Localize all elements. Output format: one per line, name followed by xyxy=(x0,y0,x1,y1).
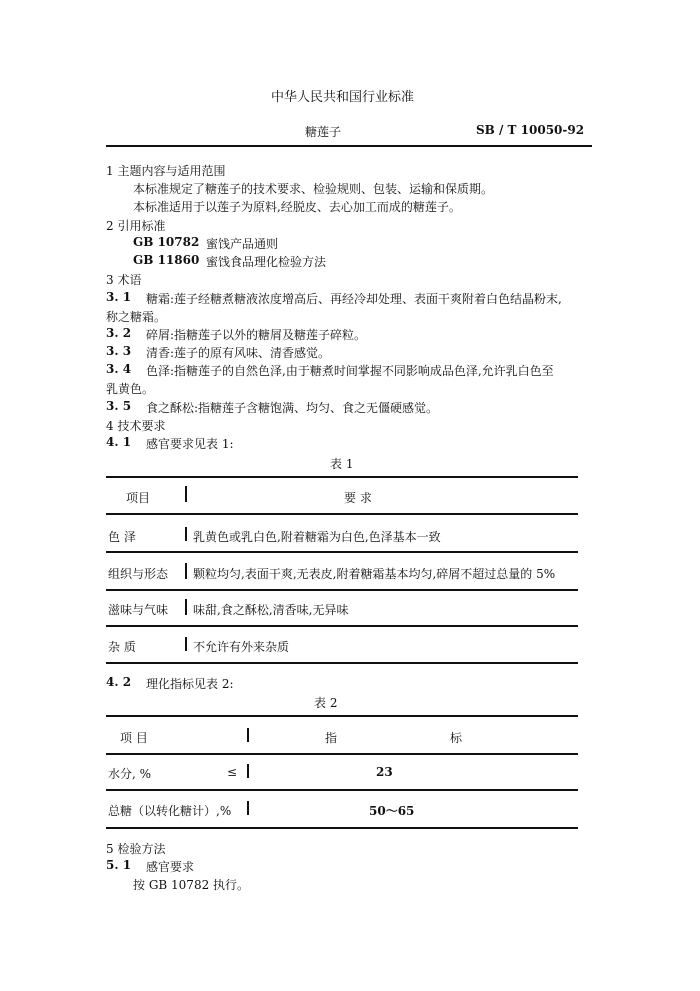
table-rule xyxy=(106,753,578,755)
section-5-para: 按 GB 10782 执行。 xyxy=(133,878,250,892)
table-1-caption: 表 1 xyxy=(330,457,354,471)
section-4-heading: 4 技术要求 xyxy=(106,419,166,433)
reference-code: GB 10782 xyxy=(133,235,200,249)
reference-code: GB 11860 xyxy=(133,253,200,267)
table-cell-value: 23 xyxy=(376,765,393,779)
table-cell-item: 总糖（以转化糖计）,% xyxy=(108,804,232,818)
column-divider xyxy=(185,527,187,541)
table-cell-requirement: 不允许有外来杂质 xyxy=(193,640,290,654)
table-cell-requirement: 味甜,食之酥松,清香味,无异味 xyxy=(193,603,349,617)
standard-org-title: 中华人民共和国行业标准 xyxy=(271,90,415,105)
section-2-heading: 2 引用标准 xyxy=(106,219,166,233)
section-1-para-2: 本标准适用于以莲子为原料,经脱皮、去心加工而成的糖莲子。 xyxy=(133,200,461,214)
table-1-header-requirement: 要 求 xyxy=(344,491,372,505)
column-divider xyxy=(247,764,249,778)
column-divider xyxy=(247,801,249,815)
term-text-continued: 称之糖霜。 xyxy=(106,310,167,324)
column-divider xyxy=(247,728,249,742)
reference-title: 蜜饯食品理化检验方法 xyxy=(206,255,327,269)
subsection-number: 5. 1 xyxy=(106,858,132,872)
table-2-header-item: 项 目 xyxy=(120,731,148,745)
table-rule xyxy=(106,513,578,515)
table-rule xyxy=(106,827,578,829)
table-rule xyxy=(106,476,578,478)
table-cell-item: 水分, % xyxy=(108,767,152,781)
table-rule xyxy=(106,789,578,791)
table-cell-value: 50～65 xyxy=(369,804,415,818)
subsection-number: 4. 2 xyxy=(106,675,132,689)
column-divider xyxy=(185,637,187,651)
standard-number: SB / T 10050-92 xyxy=(476,123,585,137)
term-number: 3. 4 xyxy=(106,362,132,376)
term-text: 清香:莲子的原有风味、清香感觉。 xyxy=(146,346,331,360)
table-cell-requirement: 颗粒均匀,表面干爽,无表皮,附着糖霜基本均匀,碎屑不超过总量的 5% xyxy=(193,567,556,581)
subsection-text: 感官要求见表 1: xyxy=(146,437,234,451)
table-rule xyxy=(106,662,578,664)
term-number: 3. 1 xyxy=(106,290,132,304)
table-cell-item: 滋味与气味 xyxy=(108,603,169,617)
section-3-heading: 3 术语 xyxy=(106,273,142,287)
header-rule xyxy=(106,145,592,147)
term-text: 色泽:指糖莲子的自然色泽,由于糖煮时间掌握不同影响成品色泽,允许乳白色至 xyxy=(146,364,554,378)
table-rule xyxy=(106,589,578,591)
table-cell-requirement: 乳黄色或乳白色,附着糖霜为白色,色泽基本一致 xyxy=(193,530,441,544)
column-divider xyxy=(185,599,187,615)
term-text: 食之酥松:指糖莲子含糖饱满、均匀、食之无僵硬感觉。 xyxy=(146,401,439,415)
subsection-text: 理化指标见表 2: xyxy=(146,677,234,691)
term-text-continued: 乳黄色。 xyxy=(106,382,155,396)
table-2-header-index: 指 xyxy=(325,731,338,745)
column-divider xyxy=(185,563,187,579)
table-rule xyxy=(106,715,578,717)
table-cell-item: 色 泽 xyxy=(108,530,136,544)
section-1-para-1: 本标准规定了糖莲子的技术要求、检验规则、包装、运输和保质期。 xyxy=(133,182,494,196)
column-divider xyxy=(185,486,187,502)
table-rule xyxy=(106,551,578,553)
term-text: 碎屑:指糖莲子以外的糖屑及糖莲子碎粒。 xyxy=(146,328,367,342)
term-number: 3. 5 xyxy=(106,399,132,413)
term-number: 3. 3 xyxy=(106,344,132,358)
table-cell-item: 杂 质 xyxy=(108,640,136,654)
subsection-number: 4. 1 xyxy=(106,435,132,449)
table-2-caption: 表 2 xyxy=(314,696,338,710)
term-text: 糖霜:莲子经糖煮糖液浓度增高后、再经冷却处理、表面干爽附着白色结晶粉末, xyxy=(146,292,562,306)
table-rule xyxy=(106,625,578,627)
table-1-header-item: 项目 xyxy=(126,491,151,505)
section-1-heading: 1 主题内容与适用范围 xyxy=(106,164,226,178)
term-number: 3. 2 xyxy=(106,326,132,340)
table-2-header-index: 标 xyxy=(450,731,463,745)
reference-title: 蜜饯产品通则 xyxy=(206,237,279,251)
section-5-heading: 5 检验方法 xyxy=(106,842,166,856)
table-cell-item: 组织与形态 xyxy=(108,567,169,581)
subsection-text: 感官要求 xyxy=(146,860,195,874)
table-cell-symbol: ≤ xyxy=(227,765,238,779)
document-title: 糖莲子 xyxy=(305,125,342,139)
